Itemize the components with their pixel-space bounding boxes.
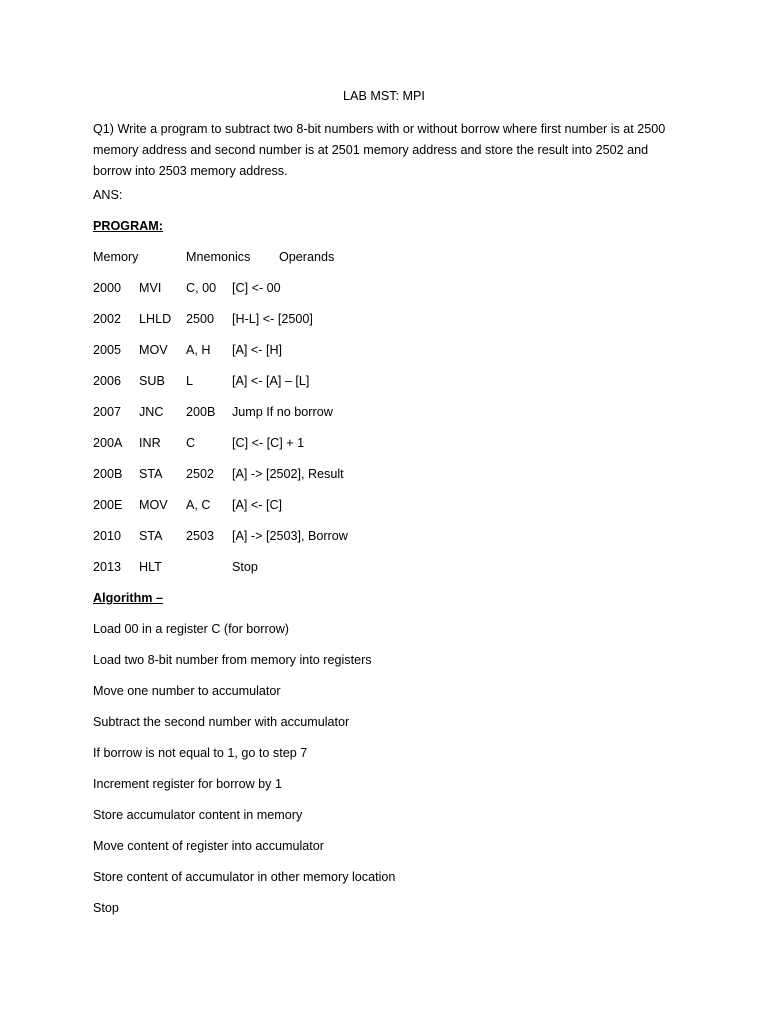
program-row (0, 373, 768, 389)
row-opcode: SUB (139, 374, 165, 388)
row-operand: 2500 (186, 312, 215, 326)
algorithm-step: Move content of register into accumulator (93, 839, 324, 853)
header-memory: Memory (93, 250, 139, 264)
algorithm-step: Move one number to accumulator (93, 684, 281, 698)
row-opcode: INR (139, 436, 161, 450)
algorithm-step: Stop (93, 901, 119, 915)
row-address: 200A (93, 436, 123, 450)
row-operand: A, C (186, 498, 211, 512)
row-opcode: JNC (139, 405, 164, 419)
algorithm-step: Increment register for borrow by 1 (93, 777, 282, 791)
row-opcode: MOV (139, 498, 168, 512)
program-row (0, 435, 768, 451)
row-comment: [A] <- [H] (232, 343, 283, 357)
row-address: 2005 (93, 343, 122, 357)
row-comment: [C] <- 00 (232, 281, 281, 295)
program-row (0, 280, 768, 296)
algorithm-step: Subtract the second number with accumulator (93, 715, 350, 729)
program-row (0, 342, 768, 358)
program-row (0, 466, 768, 482)
program-row (0, 559, 768, 575)
algorithm-step: If borrow is not equal to 1, go to step 7 (93, 746, 308, 760)
program-heading: PROGRAM: (93, 219, 163, 233)
algorithm-step: Store accumulator content in memory (93, 808, 303, 822)
algorithm-heading: Algorithm – (93, 591, 163, 605)
row-comment: [C] <- [C] + 1 (232, 436, 305, 450)
row-comment: [A] <- [C] (232, 498, 283, 512)
row-operand: A, H (186, 343, 211, 357)
row-address: 2000 (93, 281, 122, 295)
program-table-header (0, 249, 768, 265)
row-operand: 2503 (186, 529, 215, 543)
row-opcode: STA (139, 529, 163, 543)
row-address: 2006 (93, 374, 122, 388)
row-opcode: HLT (139, 560, 162, 574)
header-operands: Operands (279, 250, 335, 264)
algorithm-step: Load two 8-bit number from memory into registers (93, 653, 372, 667)
row-operand: C (186, 436, 196, 450)
program-row (0, 311, 768, 327)
row-operand: 2502 (186, 467, 215, 481)
row-comment: [A] -> [2502], Result (232, 467, 344, 481)
question-text: Q1) Write a program to subtract two 8-bit numbers with or without borrow where first number is at 2500 memory address and second number is at 2501 memory address and store the result into 2502 and borrow into 2503 memory address. (93, 122, 666, 178)
row-operand: C, 00 (186, 281, 217, 295)
header-mnemonics: Mnemonics (186, 250, 251, 264)
row-comment: Jump If no borrow (232, 405, 333, 419)
row-comment: [H-L] <- [2500] (232, 312, 313, 326)
row-address: 2007 (93, 405, 122, 419)
row-operand: 200B (186, 405, 216, 419)
row-operand: L (186, 374, 194, 388)
row-address: 200B (93, 467, 123, 481)
row-address: 2013 (93, 560, 122, 574)
row-opcode: LHLD (139, 312, 172, 326)
program-row (0, 404, 768, 420)
row-address: 200E (93, 498, 123, 512)
row-opcode: MVI (139, 281, 162, 295)
row-comment: [A] <- [A] – [L] (232, 374, 310, 388)
program-row (0, 497, 768, 513)
program-row (0, 528, 768, 544)
ans-label: ANS: (93, 188, 123, 202)
document-title: LAB MST: MPI (343, 89, 425, 103)
algorithm-step: Load 00 in a register C (for borrow) (93, 622, 289, 636)
row-comment: Stop (232, 560, 258, 574)
row-opcode: STA (139, 467, 163, 481)
row-comment: [A] -> [2503], Borrow (232, 529, 348, 543)
row-address: 2010 (93, 529, 122, 543)
algorithm-step: Store content of accumulator in other memory location (93, 870, 396, 884)
row-address: 2002 (93, 312, 122, 326)
row-opcode: MOV (139, 343, 168, 357)
